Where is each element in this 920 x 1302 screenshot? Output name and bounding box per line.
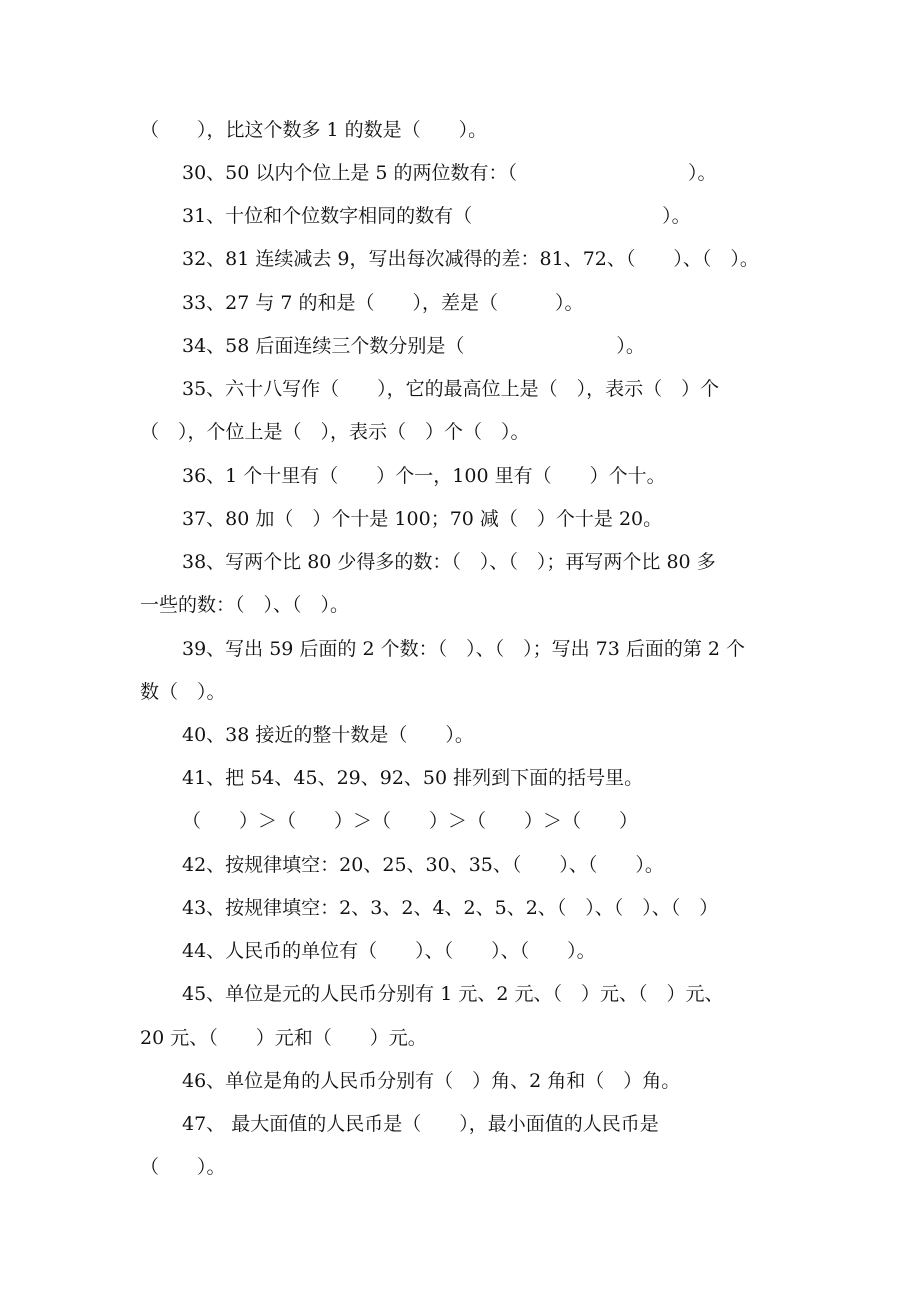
question-43: 43、按规律填空：2、3、2、4、2、5、2、（ ）、（ ）、（ ） [182,897,719,919]
question-35-continuation: （ ），个位上是（ ），表示（ ）个（ ）。 [140,421,530,443]
question-44: 44、人民币的单位有（ ）、（ ）、（ ）。 [182,940,596,962]
question-38-continuation: 一些的数：（ ）、（ ）。 [140,594,350,616]
question-32: 32、81 连续减去 9，写出每次减得的差：81、72、（ ）、（ ）。 [182,248,759,270]
question-47-continuation: （ ）。 [140,1156,226,1178]
question-41: 41、把 54、45、29、92、50 排列到下面的括号里。 [182,767,644,789]
question-36: 36、1 个十里有（ ）个一，100 里有（ ）个十。 [182,465,666,487]
question-31: 31、十位和个位数字相同的数有（ ）。 [182,205,691,227]
question-42: 42、按规律填空：20、25、30、35、（ ）、（ ）。 [182,854,664,876]
question-40: 40、38 接近的整十数是（ ）。 [182,724,474,746]
question-47: 47、 最大面值的人民币是（ ），最小面值的人民币是 [182,1113,659,1135]
question-33: 33、27 与 7 的和是（ ），差是（ ）。 [182,292,584,314]
question-45-continuation: 20 元、（ ）元和（ ）元。 [140,1027,427,1049]
question-39: 39、写出 59 后面的 2 个数：（ ）、（ ）；写出 73 后面的第 2 个 [182,638,746,660]
question-38: 38、写两个比 80 少得多的数：（ ）、（ ）；再写两个比 80 多 [182,551,716,573]
question-30: 30、50 以内个位上是 5 的两位数有：（ ）。 [182,162,717,184]
question-46: 46、单位是角的人民币分别有（ ）角、2 角和（ ）角。 [182,1070,681,1092]
question-34: 34、58 后面连续三个数分别是（ ）。 [182,335,645,357]
question-37: 37、80 加（ ）个十是 100；70 减（ ）个十是 20。 [182,508,663,530]
question-41-answer-row: （ ）＞（ ）＞（ ）＞（ ）＞（ ） [182,810,639,832]
question-45: 45、单位是元的人民币分别有 1 元、2 元、（ ）元、（ ）元、 [182,983,724,1005]
question-35: 35、六十八写作（ ），它的最高位上是（ ），表示（ ）个 [182,378,720,400]
question-39-continuation: 数（ ）。 [140,681,226,703]
question-29-continuation: （ ），比这个数多 1 的数是（ ）。 [140,119,488,141]
